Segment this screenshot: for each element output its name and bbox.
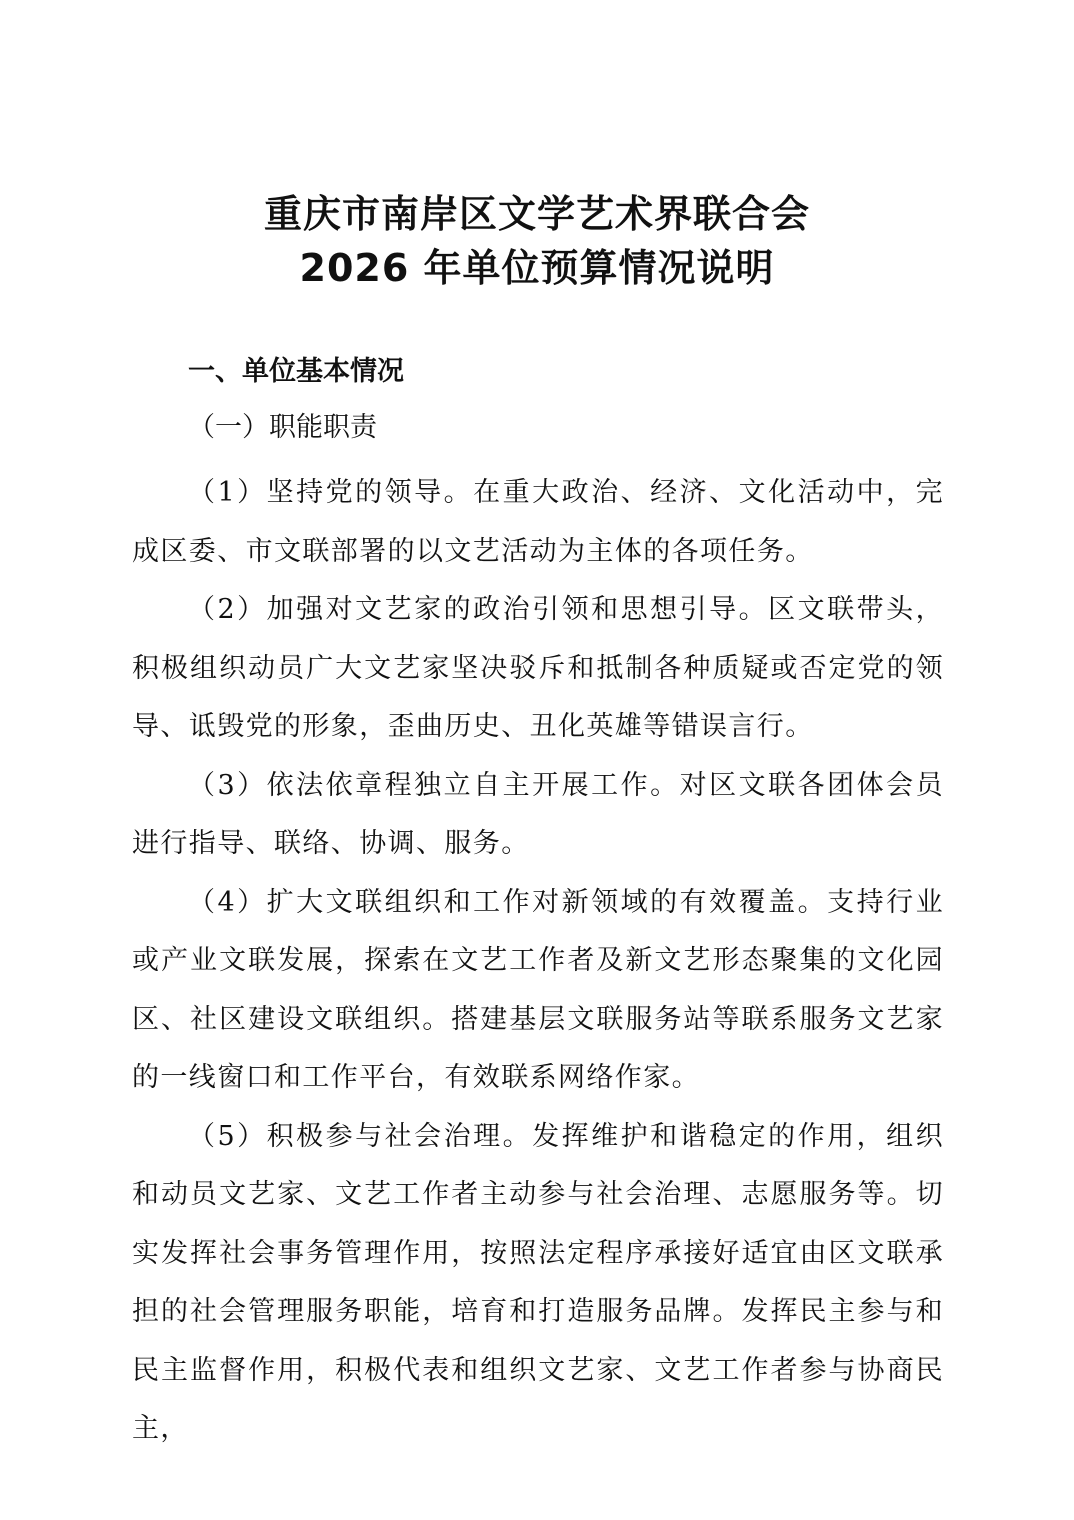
paragraph: （3）依法依章程独立自主开展工作。对区文联各团体会员进行指导、联络、协调、服务。 xyxy=(132,769,944,859)
document-body xyxy=(132,464,944,1459)
paragraph: （5）积极参与社会治理。发挥维护和谐稳定的作用，组织和动员文艺家、文艺工作者主动参与社会治理、志愿服务等。切实发挥社会事务管理作用，按照法定程序承接好适宜由区文联承担的社会管理服务职能，培育和打造服务品牌。发挥民主参与和民主监督作用，积极代表和组织文艺家、文艺工作者参与协商民主， xyxy=(132,1120,944,1444)
paragraph: （2）加强对文艺家的政治引领和思想引导。区文联带头，积极组织动员广大文艺家坚决驳斥和抵制各种质疑或否定党的领导、诋毁党的形象，歪曲历史、丑化英雄等错误言行。 xyxy=(132,594,944,742)
sub-heading: （一）职能职责 xyxy=(188,412,377,443)
document-title-line-1: 重庆市南岸区文学艺术界联合会 xyxy=(263,192,810,236)
document-title-line-2: 2026 年单位预算情况说明 xyxy=(299,246,775,290)
paragraph: （1）坚持党的领导。在重大政治、经济、文化活动中，完成区委、市文联部署的以文艺活动为主体的各项任务。 xyxy=(132,477,944,567)
paragraph: （4）扩大文联组织和工作对新领域的有效覆盖。支持行业或产业文联发展，探索在文艺工作者及新文艺形态聚集的文化园区、社区建设文联组织。搭建基层文联服务站等联系服务文艺家的一线窗口和工作平台，有效联系网络作家。 xyxy=(132,886,944,1093)
section-heading: 一、单位基本情况 xyxy=(188,356,404,387)
